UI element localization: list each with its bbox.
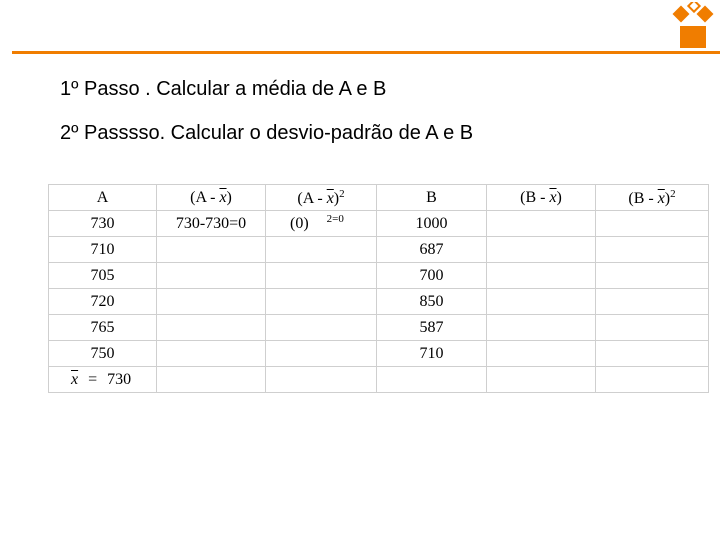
table-cell: 587 <box>377 315 487 341</box>
table-cell <box>487 341 596 367</box>
table-cell <box>487 263 596 289</box>
mean-value: 730 <box>107 370 132 388</box>
equals-sign: = <box>88 370 98 388</box>
table-cell: 730-730=0 <box>157 211 266 237</box>
table-row <box>49 263 709 289</box>
table-cell <box>157 341 266 367</box>
table-row <box>49 237 709 263</box>
table-cell <box>596 289 709 315</box>
table-cell: 720 <box>49 289 157 315</box>
step-1-text: 1º Passo . Calcular a média de A e B <box>60 78 387 100</box>
x-bar-symbol: x <box>71 370 79 388</box>
table-cell: 750 <box>49 341 157 367</box>
table-cell <box>266 289 377 315</box>
table-cell <box>266 315 377 341</box>
x-bar-symbol: x <box>326 189 334 207</box>
header-cell: (B - x) <box>487 185 596 211</box>
table-cell: 765 <box>49 315 157 341</box>
header-cell: (A - x) <box>157 185 266 211</box>
x-bar-symbol: x <box>657 189 665 207</box>
mean-cell <box>49 367 157 393</box>
step-2-text: 2º Passsso. Calcular o desvio-padrão de A e B <box>60 122 474 144</box>
table-row <box>49 211 709 237</box>
table-cell: 705 <box>49 263 157 289</box>
table-cell: (0) $^{2=0}$ <box>266 211 377 237</box>
logo-icon <box>666 2 720 50</box>
table-cell: 850 <box>377 289 487 315</box>
table-cell: 700 <box>377 263 487 289</box>
table-cell <box>266 263 377 289</box>
table-cell <box>596 367 709 393</box>
table-cell <box>487 289 596 315</box>
table-cell <box>487 367 596 393</box>
header-cell: A <box>49 185 157 211</box>
table-cell <box>157 367 266 393</box>
table-cell <box>596 211 709 237</box>
table-row <box>49 341 709 367</box>
table-cell: 730 <box>49 211 157 237</box>
table-cell <box>157 237 266 263</box>
table-cell <box>266 341 377 367</box>
table-row <box>49 315 709 341</box>
table-cell <box>487 211 596 237</box>
table-cell: 687 <box>377 237 487 263</box>
header-cell: B <box>377 185 487 211</box>
calculation-table <box>48 184 709 393</box>
table-cell <box>157 315 266 341</box>
x-bar-symbol: x <box>219 188 227 206</box>
header-cell: (B - x)$^2$ <box>596 185 709 211</box>
table-cell <box>596 315 709 341</box>
table-cell <box>157 289 266 315</box>
table-cell: 710 <box>377 341 487 367</box>
mean-row <box>49 367 709 393</box>
header-cell: (A - x)$^2$ <box>266 185 377 211</box>
table-cell <box>487 237 596 263</box>
header-row <box>49 185 709 211</box>
table-row <box>49 289 709 315</box>
table-cell <box>487 315 596 341</box>
table-cell <box>266 367 377 393</box>
table-cell <box>266 237 377 263</box>
header-rule <box>12 51 720 54</box>
table-cell: 710 <box>49 237 157 263</box>
table-cell <box>157 263 266 289</box>
x-bar-symbol: x <box>549 188 557 206</box>
table-cell <box>596 237 709 263</box>
table-cell: 1000 <box>377 211 487 237</box>
table-cell <box>596 263 709 289</box>
table-cell <box>377 367 487 393</box>
table-cell <box>596 341 709 367</box>
